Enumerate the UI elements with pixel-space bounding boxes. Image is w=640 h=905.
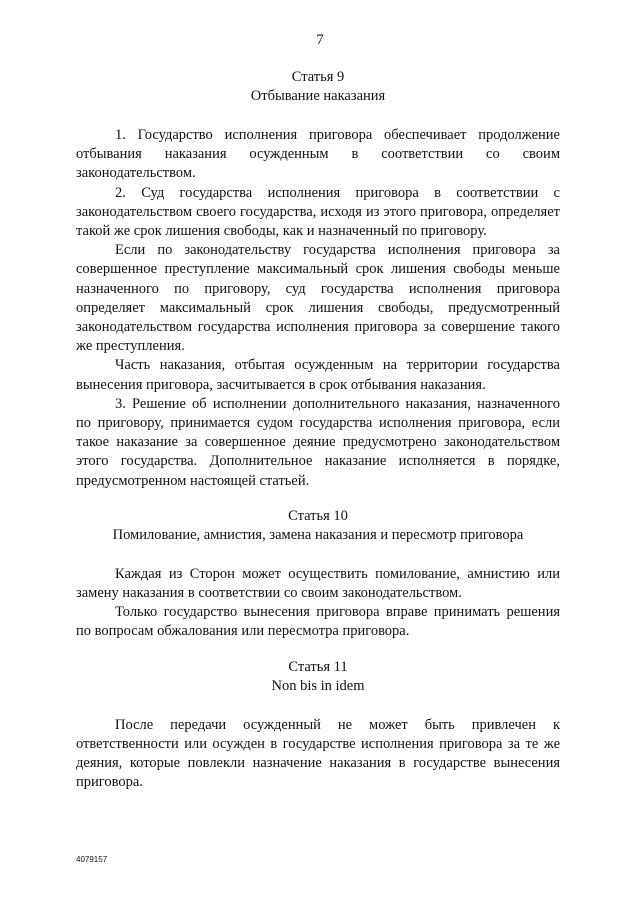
paragraph: 2. Суд государства исполнения приговора в соответствии с законодательством своего государства, исходя из этого приговора, определяет такой же срок лишения свободы, как и назначенный по приговору. — [76, 184, 560, 240]
document-code: 4079157 — [76, 855, 108, 864]
document-body — [76, 68, 560, 792]
article-number: Статья 11 — [288, 658, 348, 675]
article-10 — [76, 507, 560, 642]
article-number: Статья 10 — [288, 507, 348, 524]
article-number: Статья 9 — [291, 69, 345, 85]
article-heading — [76, 658, 560, 696]
paragraph: Каждая из Сторон может осуществить помилование, амнистию или замену наказания в соответствии со своим законодательством. — [76, 565, 560, 602]
paragraph: 3. Решение об исполнении дополнительного наказания, назначенного по приговору, принимается судом государства исполнения приговора, если такое наказание за совершенное деяние предусмотрено законодательством этого государства. Дополнительное наказание исполняется в порядке, предусмотренном настоящей статьей. — [76, 395, 560, 489]
paragraph: Если по законодательству государства исполнения приговора за совершенное преступление максимальный срок лишения свободы меньше назначенного по приговору, суд государства исполнения приговора определяет максимальный срок лишения свободы, предусмотренный законодательством государства исполнения приговора за совершение такого же преступления. — [76, 242, 560, 355]
article-heading — [76, 68, 560, 106]
paragraph: Часть наказания, отбытая осужденным на территории государства вынесения приговора, засчитывается в срок отбывания наказания. — [76, 357, 560, 393]
page-number: 7 — [316, 32, 324, 48]
paragraph: 1. Государство исполнения приговора обеспечивает продолжение отбывания наказания осужденным в соответствии со своим законодательством. — [76, 127, 560, 182]
paragraph: Только государство вынесения приговора вправе принимать решения по вопросам обжалования или пересмотра приговора. — [76, 604, 560, 640]
article-11 — [76, 658, 560, 793]
article-title: Non bis in idem — [271, 677, 365, 694]
article-9 — [76, 68, 560, 491]
article-title: Отбывание наказания — [250, 88, 386, 104]
paragraph: После передачи осужденный не может быть привлечен к ответственности или осужден в государстве исполнения приговора за те же деяния, которые повлекли назначение наказания в государстве вынесения приговора. — [76, 716, 560, 791]
article-title: Помилование, амнистия, замена наказания и пересмотр приговора — [112, 526, 524, 543]
article-heading — [76, 507, 560, 545]
